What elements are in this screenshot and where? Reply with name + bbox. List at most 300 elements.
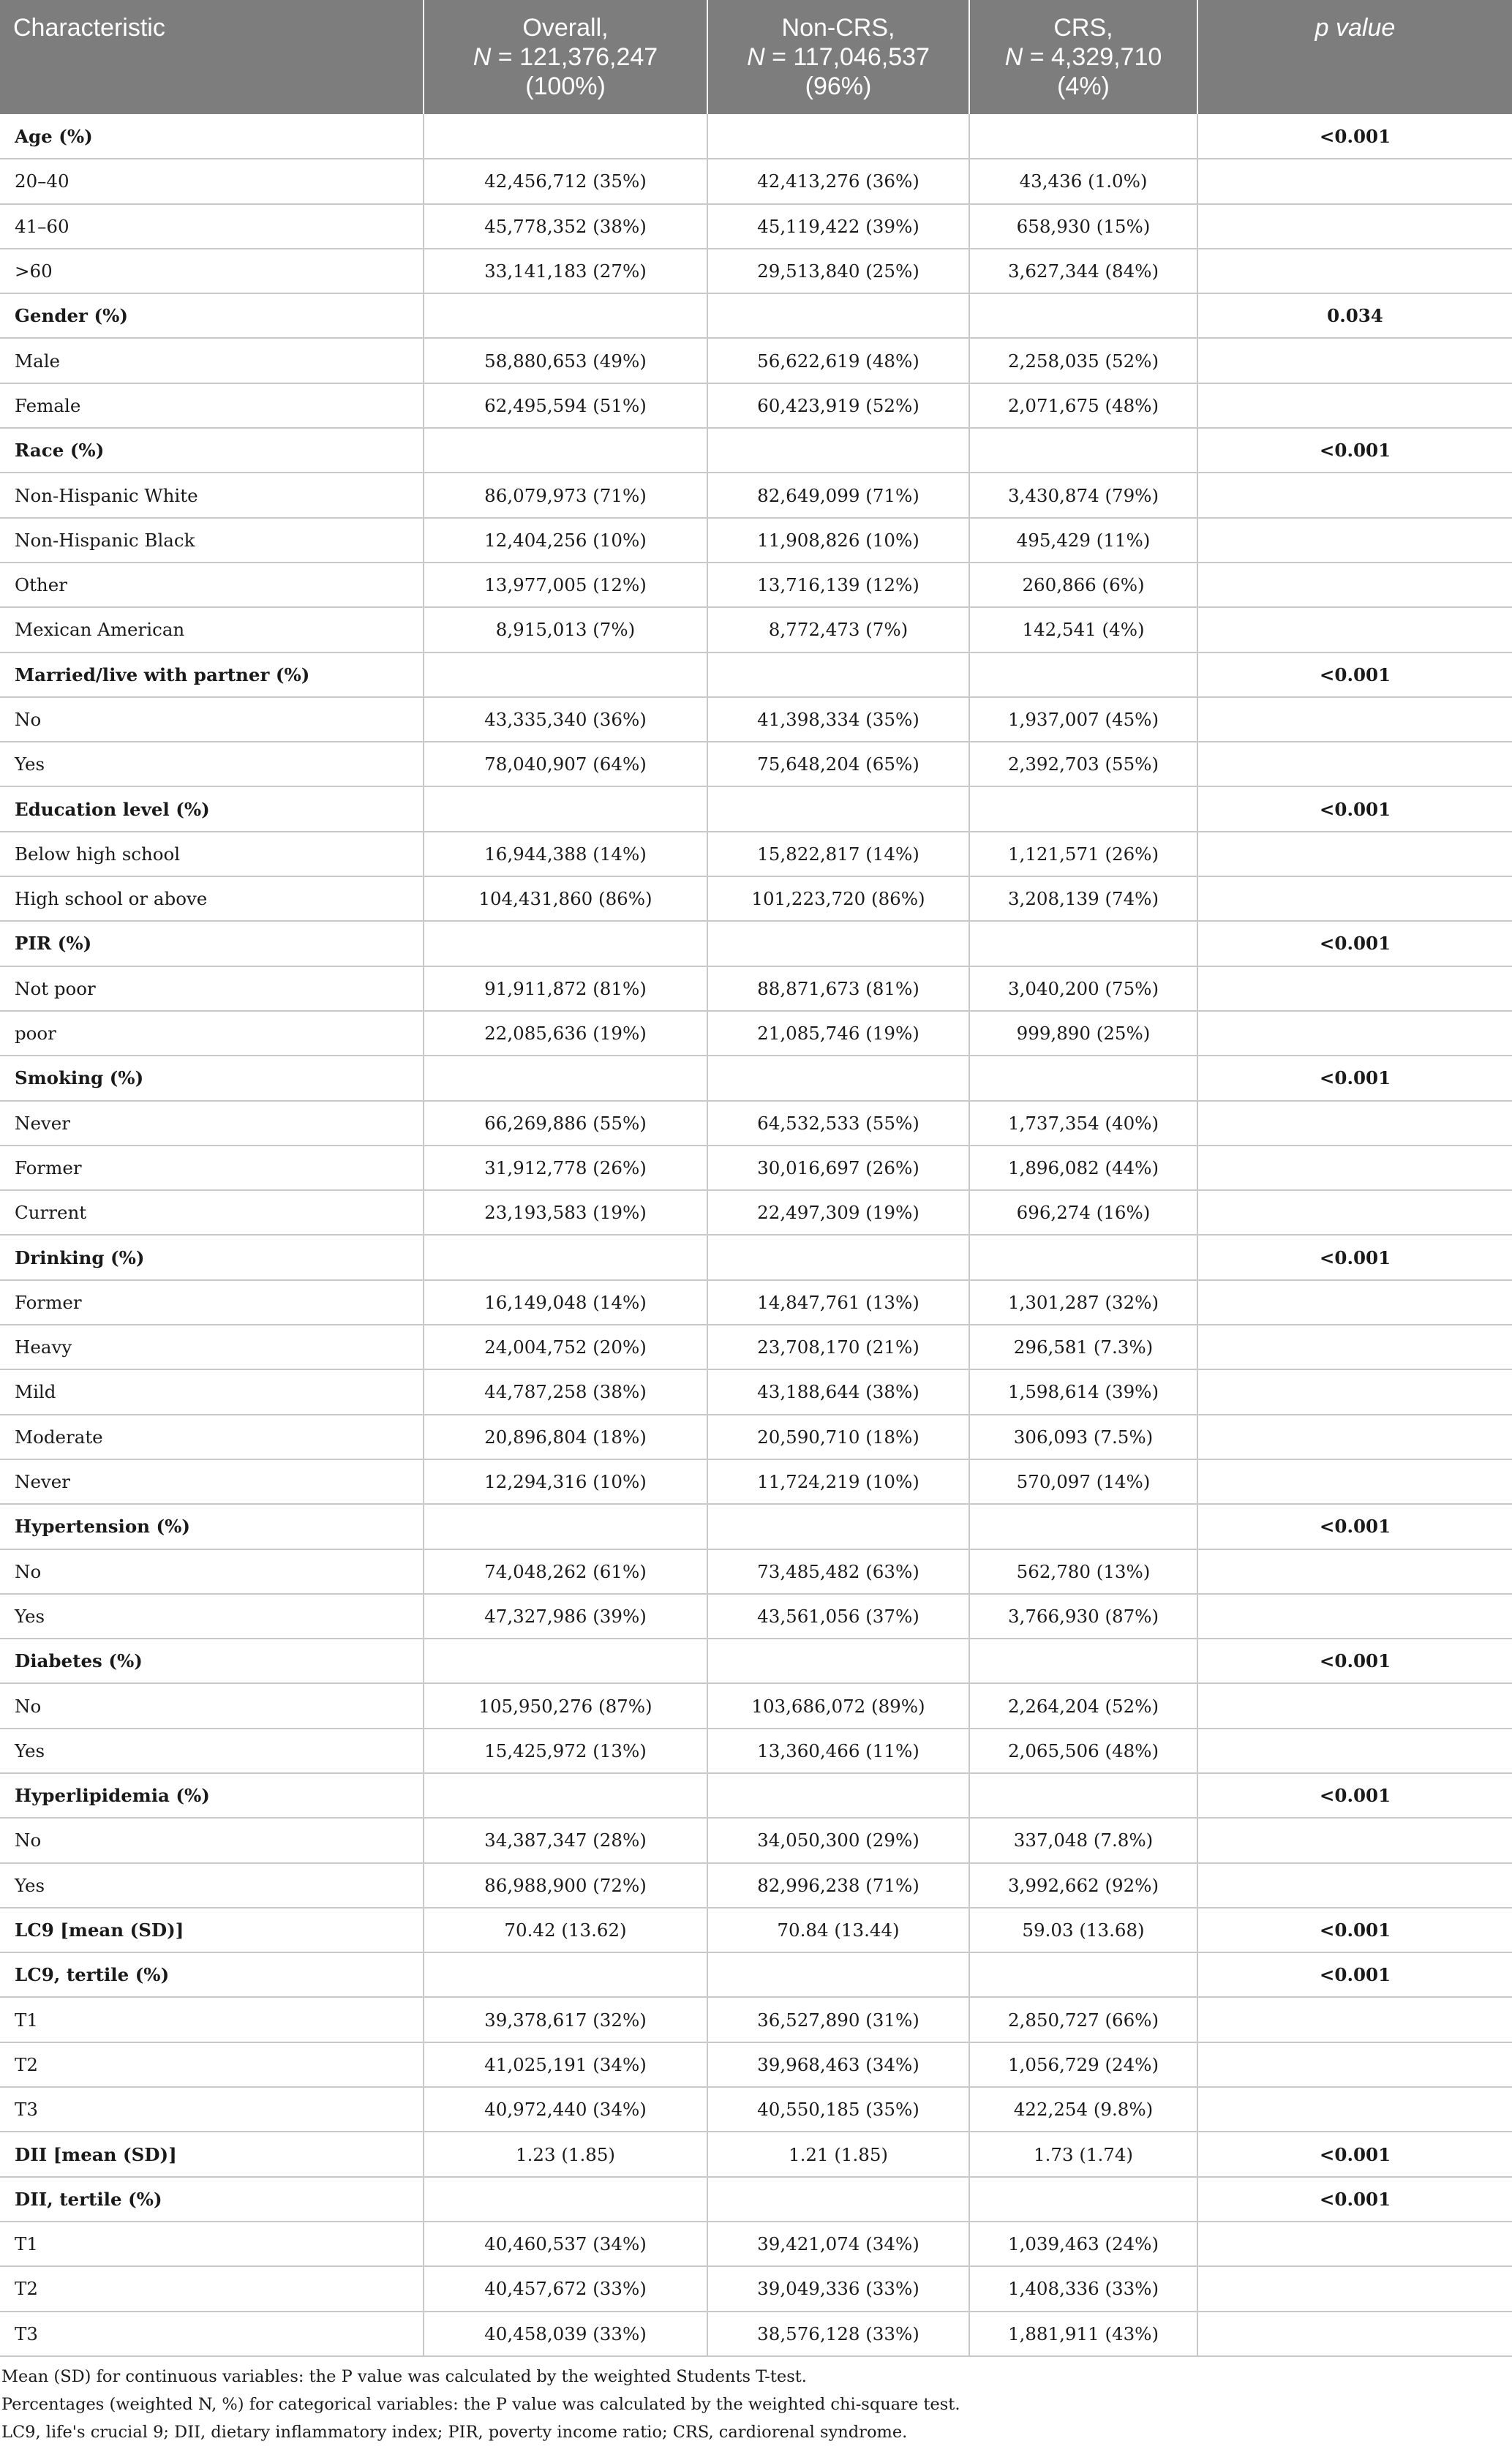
cell-non-crs xyxy=(707,428,969,473)
cell-characteristic: Gender (%) xyxy=(0,293,424,338)
table-group-row xyxy=(0,1639,1512,1683)
cell-non-crs: 14,847,761 (13%) xyxy=(707,1280,969,1325)
table-row xyxy=(0,1101,1512,1146)
table-row xyxy=(0,1146,1512,1190)
cell-overall xyxy=(424,293,707,338)
cell-characteristic: Yes xyxy=(0,1729,424,1773)
cell-p-value xyxy=(1197,473,1512,517)
table-row xyxy=(0,1863,1512,1908)
cell-characteristic: T2 xyxy=(0,2266,424,2311)
cell-non-crs: 38,576,128 (33%) xyxy=(707,2312,969,2356)
table-row xyxy=(0,2087,1512,2132)
cell-crs: 3,430,874 (79%) xyxy=(969,473,1197,517)
cell-overall xyxy=(424,786,707,831)
cell-p-value xyxy=(1197,607,1512,652)
cell-characteristic: Below high school xyxy=(0,832,424,876)
table-row xyxy=(0,563,1512,607)
table-row xyxy=(0,2266,1512,2311)
cell-crs: 1,737,354 (40%) xyxy=(969,1101,1197,1146)
cell-characteristic: Female xyxy=(0,383,424,428)
cell-non-crs xyxy=(707,1056,969,1100)
cell-crs: 1,121,571 (26%) xyxy=(969,832,1197,876)
table-row xyxy=(0,742,1512,786)
cell-characteristic: Other xyxy=(0,563,424,607)
cell-crs: 142,541 (4%) xyxy=(969,607,1197,652)
table-group-row xyxy=(0,1056,1512,1100)
cell-crs: 1,896,082 (44%) xyxy=(969,1146,1197,1190)
cell-overall: 40,457,672 (33%) xyxy=(424,2266,707,2311)
cell-p-value: <0.001 xyxy=(1197,114,1512,159)
cell-crs: 2,065,506 (48%) xyxy=(969,1729,1197,1773)
cell-crs xyxy=(969,1504,1197,1549)
cell-characteristic: Never xyxy=(0,1101,424,1146)
cell-characteristic: High school or above xyxy=(0,876,424,921)
cell-characteristic: DII [mean (SD)] xyxy=(0,2132,424,2176)
cell-p-value xyxy=(1197,1818,1512,1862)
cell-overall: 15,425,972 (13%) xyxy=(424,1729,707,1773)
table-row xyxy=(0,1997,1512,2042)
cell-characteristic: T3 xyxy=(0,2087,424,2132)
cell-characteristic: LC9 [mean (SD)] xyxy=(0,1908,424,1952)
cell-crs: 2,850,727 (66%) xyxy=(969,1997,1197,2042)
table-row xyxy=(0,1594,1512,1639)
cell-overall: 16,149,048 (14%) xyxy=(424,1280,707,1325)
cell-crs xyxy=(969,428,1197,473)
cell-crs xyxy=(969,2177,1197,2222)
cell-crs: 1.73 (1.74) xyxy=(969,2132,1197,2176)
table-row xyxy=(0,249,1512,293)
cell-crs xyxy=(969,921,1197,966)
cell-characteristic: Yes xyxy=(0,1594,424,1639)
cell-p-value xyxy=(1197,1011,1512,1056)
table-group-row xyxy=(0,1235,1512,1279)
header-non-crs: Non-CRS, N = 117,046,537 (96%) xyxy=(707,0,969,114)
cell-overall: 47,327,986 (39%) xyxy=(424,1594,707,1639)
cell-non-crs xyxy=(707,1952,969,1997)
table-row xyxy=(0,2042,1512,2087)
cell-non-crs: 42,413,276 (36%) xyxy=(707,159,969,203)
cell-characteristic: Race (%) xyxy=(0,428,424,473)
cell-p-value xyxy=(1197,2312,1512,2356)
cell-overall: 22,085,636 (19%) xyxy=(424,1011,707,1056)
cell-crs: 260,866 (6%) xyxy=(969,563,1197,607)
cell-crs: 1,056,729 (24%) xyxy=(969,2042,1197,2087)
cell-overall: 8,915,013 (7%) xyxy=(424,607,707,652)
cell-crs: 306,093 (7.5%) xyxy=(969,1415,1197,1459)
cell-p-value: 0.034 xyxy=(1197,293,1512,338)
cell-p-value: <0.001 xyxy=(1197,1952,1512,1997)
cell-crs xyxy=(969,1952,1197,1997)
cell-non-crs: 22,497,309 (19%) xyxy=(707,1190,969,1235)
cell-characteristic: DII, tertile (%) xyxy=(0,2177,424,2222)
cell-non-crs: 75,648,204 (65%) xyxy=(707,742,969,786)
table-row xyxy=(0,832,1512,876)
footnote-percentages: Percentages (weighted N, %) for categorical variables: the P value was calculated by the weighted chi-square test. xyxy=(1,2395,960,2414)
cell-p-value xyxy=(1197,383,1512,428)
table-group-row xyxy=(0,1952,1512,1997)
cell-p-value xyxy=(1197,742,1512,786)
cell-p-value xyxy=(1197,1369,1512,1414)
cell-p-value xyxy=(1197,876,1512,921)
cell-characteristic: Never xyxy=(0,1459,424,1504)
cell-overall: 39,378,617 (32%) xyxy=(424,1997,707,2042)
cell-crs: 43,436 (1.0%) xyxy=(969,159,1197,203)
cell-p-value: <0.001 xyxy=(1197,1639,1512,1683)
table-row xyxy=(0,2312,1512,2356)
cell-non-crs: 36,527,890 (31%) xyxy=(707,1997,969,2042)
cell-crs: 696,274 (16%) xyxy=(969,1190,1197,1235)
cell-p-value xyxy=(1197,159,1512,203)
cell-p-value xyxy=(1197,1863,1512,1908)
cell-non-crs: 1.21 (1.85) xyxy=(707,2132,969,2176)
table-row xyxy=(0,876,1512,921)
cell-non-crs xyxy=(707,786,969,831)
cell-non-crs xyxy=(707,2177,969,2222)
table-row xyxy=(0,1459,1512,1504)
cell-characteristic: Moderate xyxy=(0,1415,424,1459)
cell-p-value: <0.001 xyxy=(1197,1504,1512,1549)
cell-characteristic: T2 xyxy=(0,2042,424,2087)
cell-p-value xyxy=(1197,2266,1512,2311)
cell-crs: 495,429 (11%) xyxy=(969,518,1197,563)
cell-overall: 31,912,778 (26%) xyxy=(424,1146,707,1190)
table-footnotes xyxy=(0,2363,1512,2446)
cell-p-value: <0.001 xyxy=(1197,653,1512,697)
cell-non-crs: 73,485,482 (63%) xyxy=(707,1549,969,1594)
table-row xyxy=(0,966,1512,1011)
cell-characteristic: Not poor xyxy=(0,966,424,1011)
cell-characteristic: 41–60 xyxy=(0,204,424,249)
cell-p-value xyxy=(1197,204,1512,249)
cell-overall: 58,880,653 (49%) xyxy=(424,338,707,383)
cell-overall xyxy=(424,1504,707,1549)
cell-overall: 86,988,900 (72%) xyxy=(424,1863,707,1908)
cell-characteristic: No xyxy=(0,1683,424,1728)
cell-characteristic: Mild xyxy=(0,1369,424,1414)
cell-characteristic: No xyxy=(0,1818,424,1862)
cell-p-value xyxy=(1197,1101,1512,1146)
cell-non-crs: 101,223,720 (86%) xyxy=(707,876,969,921)
cell-overall: 62,495,594 (51%) xyxy=(424,383,707,428)
cell-characteristic: 20–40 xyxy=(0,159,424,203)
cell-crs: 59.03 (13.68) xyxy=(969,1908,1197,1952)
table-group-row xyxy=(0,114,1512,159)
cell-characteristic: LC9, tertile (%) xyxy=(0,1952,424,1997)
table-row xyxy=(0,1190,1512,1235)
cell-crs: 2,392,703 (55%) xyxy=(969,742,1197,786)
table-group-row xyxy=(0,293,1512,338)
cell-characteristic: Yes xyxy=(0,1863,424,1908)
cell-overall: 20,896,804 (18%) xyxy=(424,1415,707,1459)
cell-non-crs: 103,686,072 (89%) xyxy=(707,1683,969,1728)
cell-crs xyxy=(969,1773,1197,1818)
table-row xyxy=(0,1011,1512,1056)
cell-characteristic: Age (%) xyxy=(0,114,424,159)
header-overall: Overall, N = 121,376,247 (100%) xyxy=(424,0,707,114)
cell-p-value: <0.001 xyxy=(1197,428,1512,473)
cell-characteristic: T1 xyxy=(0,2222,424,2266)
cell-overall: 86,079,973 (71%) xyxy=(424,473,707,517)
cell-non-crs xyxy=(707,1504,969,1549)
cell-crs: 3,040,200 (75%) xyxy=(969,966,1197,1011)
cell-overall xyxy=(424,428,707,473)
cell-characteristic: Hyperlipidemia (%) xyxy=(0,1773,424,1818)
table-group-row xyxy=(0,1908,1512,1952)
cell-non-crs: 60,423,919 (52%) xyxy=(707,383,969,428)
cell-crs: 1,598,614 (39%) xyxy=(969,1369,1197,1414)
table-group-row xyxy=(0,921,1512,966)
cell-characteristic: Former xyxy=(0,1146,424,1190)
table-body xyxy=(0,114,1512,2356)
cell-p-value xyxy=(1197,563,1512,607)
cell-p-value xyxy=(1197,1415,1512,1459)
cell-overall: 33,141,183 (27%) xyxy=(424,249,707,293)
cell-p-value: <0.001 xyxy=(1197,1773,1512,1818)
cell-characteristic: Hypertension (%) xyxy=(0,1504,424,1549)
cell-characteristic: Drinking (%) xyxy=(0,1235,424,1279)
table-group-row xyxy=(0,428,1512,473)
cell-overall xyxy=(424,921,707,966)
table-row xyxy=(0,204,1512,249)
cell-characteristic: Yes xyxy=(0,742,424,786)
header-characteristic: Characteristic xyxy=(0,0,424,114)
cell-non-crs: 70.84 (13.44) xyxy=(707,1908,969,1952)
cell-overall: 74,048,262 (61%) xyxy=(424,1549,707,1594)
table-row xyxy=(0,1683,1512,1728)
cell-p-value xyxy=(1197,697,1512,742)
cell-crs: 1,937,007 (45%) xyxy=(969,697,1197,742)
cell-characteristic: >60 xyxy=(0,249,424,293)
cell-crs xyxy=(969,653,1197,697)
cell-non-crs xyxy=(707,1235,969,1279)
cell-non-crs: 23,708,170 (21%) xyxy=(707,1325,969,1369)
cell-crs: 1,408,336 (33%) xyxy=(969,2266,1197,2311)
cell-overall: 41,025,191 (34%) xyxy=(424,2042,707,2087)
cell-overall xyxy=(424,1235,707,1279)
cell-non-crs: 64,532,533 (55%) xyxy=(707,1101,969,1146)
cell-overall: 42,456,712 (35%) xyxy=(424,159,707,203)
table-row xyxy=(0,159,1512,203)
cell-non-crs: 40,550,185 (35%) xyxy=(707,2087,969,2132)
cell-overall: 105,950,276 (87%) xyxy=(424,1683,707,1728)
cell-characteristic: Male xyxy=(0,338,424,383)
cell-non-crs: 34,050,300 (29%) xyxy=(707,1818,969,1862)
cell-non-crs: 39,968,463 (34%) xyxy=(707,2042,969,2087)
cell-overall: 66,269,886 (55%) xyxy=(424,1101,707,1146)
cell-crs: 999,890 (25%) xyxy=(969,1011,1197,1056)
cell-characteristic: PIR (%) xyxy=(0,921,424,966)
cell-overall: 44,787,258 (38%) xyxy=(424,1369,707,1414)
header-crs: CRS, N = 4,329,710 (4%) xyxy=(969,0,1197,114)
cell-p-value: <0.001 xyxy=(1197,1235,1512,1279)
cell-crs: 2,258,035 (52%) xyxy=(969,338,1197,383)
cell-p-value: <0.001 xyxy=(1197,1908,1512,1952)
table-group-row xyxy=(0,2132,1512,2176)
cell-non-crs: 13,716,139 (12%) xyxy=(707,563,969,607)
cell-non-crs: 82,649,099 (71%) xyxy=(707,473,969,517)
cell-non-crs: 29,513,840 (25%) xyxy=(707,249,969,293)
cell-overall xyxy=(424,653,707,697)
table-row xyxy=(0,1325,1512,1369)
cell-characteristic: Non-Hispanic Black xyxy=(0,518,424,563)
cell-non-crs: 30,016,697 (26%) xyxy=(707,1146,969,1190)
table-row xyxy=(0,1549,1512,1594)
cell-crs: 1,039,463 (24%) xyxy=(969,2222,1197,2266)
cell-crs xyxy=(969,1056,1197,1100)
cell-p-value xyxy=(1197,338,1512,383)
cell-non-crs xyxy=(707,653,969,697)
table-row xyxy=(0,473,1512,517)
cell-crs xyxy=(969,293,1197,338)
table-header xyxy=(0,0,1512,114)
cell-overall xyxy=(424,1056,707,1100)
table-row xyxy=(0,607,1512,652)
cell-overall xyxy=(424,2177,707,2222)
cell-non-crs: 21,085,746 (19%) xyxy=(707,1011,969,1056)
cell-p-value xyxy=(1197,1146,1512,1190)
cell-non-crs: 82,996,238 (71%) xyxy=(707,1863,969,1908)
cell-crs: 1,881,911 (43%) xyxy=(969,2312,1197,2356)
cell-non-crs xyxy=(707,293,969,338)
cell-crs xyxy=(969,114,1197,159)
header-p-value: p value xyxy=(1197,0,1512,114)
cell-overall: 23,193,583 (19%) xyxy=(424,1190,707,1235)
cell-p-value xyxy=(1197,1729,1512,1773)
cell-crs: 1,301,287 (32%) xyxy=(969,1280,1197,1325)
cell-overall: 40,972,440 (34%) xyxy=(424,2087,707,2132)
cell-crs: 337,048 (7.8%) xyxy=(969,1818,1197,1862)
footnote-abbreviations: LC9, life's crucial 9; DII, dietary inflammatory index; PIR, poverty income ratio; CRS, cardiorenal syndrome. xyxy=(1,2423,908,2442)
cell-p-value xyxy=(1197,1997,1512,2042)
cell-non-crs: 43,188,644 (38%) xyxy=(707,1369,969,1414)
cell-non-crs: 13,360,466 (11%) xyxy=(707,1729,969,1773)
table-group-row xyxy=(0,2177,1512,2222)
cell-crs: 296,581 (7.3%) xyxy=(969,1325,1197,1369)
cell-p-value xyxy=(1197,1280,1512,1325)
cell-characteristic: Education level (%) xyxy=(0,786,424,831)
cell-p-value xyxy=(1197,249,1512,293)
table-group-row xyxy=(0,1773,1512,1818)
cell-p-value xyxy=(1197,1549,1512,1594)
cell-non-crs: 8,772,473 (7%) xyxy=(707,607,969,652)
cell-non-crs xyxy=(707,1773,969,1818)
table-group-row xyxy=(0,653,1512,697)
cell-crs: 562,780 (13%) xyxy=(969,1549,1197,1594)
cell-crs: 3,208,139 (74%) xyxy=(969,876,1197,921)
cell-overall: 34,387,347 (28%) xyxy=(424,1818,707,1862)
cell-p-value: <0.001 xyxy=(1197,921,1512,966)
cell-crs xyxy=(969,786,1197,831)
cell-non-crs: 20,590,710 (18%) xyxy=(707,1415,969,1459)
cell-crs: 3,627,344 (84%) xyxy=(969,249,1197,293)
cell-p-value xyxy=(1197,1325,1512,1369)
cell-characteristic: Smoking (%) xyxy=(0,1056,424,1100)
cell-overall xyxy=(424,114,707,159)
table-row xyxy=(0,1280,1512,1325)
cell-p-value: <0.001 xyxy=(1197,1056,1512,1100)
cell-characteristic: No xyxy=(0,1549,424,1594)
cell-overall xyxy=(424,1639,707,1683)
footnote-mean-sd: Mean (SD) for continuous variables: the P value was calculated by the weighted Students T-test. xyxy=(1,2367,807,2386)
cell-characteristic: T3 xyxy=(0,2312,424,2356)
cell-characteristic: Mexican American xyxy=(0,607,424,652)
table-row xyxy=(0,338,1512,383)
cell-non-crs: 88,871,673 (81%) xyxy=(707,966,969,1011)
cell-overall: 40,460,537 (34%) xyxy=(424,2222,707,2266)
cell-non-crs xyxy=(707,114,969,159)
cell-characteristic: T1 xyxy=(0,1997,424,2042)
cell-non-crs: 56,622,619 (48%) xyxy=(707,338,969,383)
cell-crs xyxy=(969,1639,1197,1683)
cell-p-value: <0.001 xyxy=(1197,2177,1512,2222)
cell-characteristic: poor xyxy=(0,1011,424,1056)
cell-non-crs: 41,398,334 (35%) xyxy=(707,697,969,742)
cell-crs: 3,992,662 (92%) xyxy=(969,1863,1197,1908)
table-row xyxy=(0,2222,1512,2266)
cell-p-value xyxy=(1197,2087,1512,2132)
cell-overall: 24,004,752 (20%) xyxy=(424,1325,707,1369)
cell-p-value xyxy=(1197,2222,1512,2266)
cell-characteristic: Diabetes (%) xyxy=(0,1639,424,1683)
cell-overall: 91,911,872 (81%) xyxy=(424,966,707,1011)
cell-characteristic: Former xyxy=(0,1280,424,1325)
cell-non-crs: 11,724,219 (10%) xyxy=(707,1459,969,1504)
cell-crs: 2,071,675 (48%) xyxy=(969,383,1197,428)
cell-crs xyxy=(969,1235,1197,1279)
cell-crs: 422,254 (9.8%) xyxy=(969,2087,1197,2132)
cell-non-crs: 39,049,336 (33%) xyxy=(707,2266,969,2311)
cell-overall: 78,040,907 (64%) xyxy=(424,742,707,786)
cell-characteristic: No xyxy=(0,697,424,742)
cell-p-value xyxy=(1197,1594,1512,1639)
cell-overall: 43,335,340 (36%) xyxy=(424,697,707,742)
cell-p-value xyxy=(1197,966,1512,1011)
cell-non-crs: 43,561,056 (37%) xyxy=(707,1594,969,1639)
cell-p-value: <0.001 xyxy=(1197,2132,1512,2176)
cell-non-crs: 15,822,817 (14%) xyxy=(707,832,969,876)
table-group-row xyxy=(0,1504,1512,1549)
cell-non-crs: 11,908,826 (10%) xyxy=(707,518,969,563)
table-row xyxy=(0,383,1512,428)
cell-characteristic: Non-Hispanic White xyxy=(0,473,424,517)
table-row xyxy=(0,518,1512,563)
cell-non-crs: 45,119,422 (39%) xyxy=(707,204,969,249)
cell-overall xyxy=(424,1773,707,1818)
cell-p-value: <0.001 xyxy=(1197,786,1512,831)
cell-crs: 570,097 (14%) xyxy=(969,1459,1197,1504)
cell-non-crs xyxy=(707,921,969,966)
cell-overall: 70.42 (13.62) xyxy=(424,1908,707,1952)
table-row xyxy=(0,1729,1512,1773)
cell-crs: 658,930 (15%) xyxy=(969,204,1197,249)
cell-overall: 13,977,005 (12%) xyxy=(424,563,707,607)
cell-p-value xyxy=(1197,1459,1512,1504)
cell-overall: 16,944,388 (14%) xyxy=(424,832,707,876)
cell-overall: 1.23 (1.85) xyxy=(424,2132,707,2176)
cell-characteristic: Married/live with partner (%) xyxy=(0,653,424,697)
cell-overall: 45,778,352 (38%) xyxy=(424,204,707,249)
cell-overall: 12,404,256 (10%) xyxy=(424,518,707,563)
table-group-row xyxy=(0,786,1512,831)
cell-overall xyxy=(424,1952,707,1997)
cell-characteristic: Current xyxy=(0,1190,424,1235)
cell-characteristic: Heavy xyxy=(0,1325,424,1369)
cell-crs: 3,766,930 (87%) xyxy=(969,1594,1197,1639)
cell-overall: 12,294,316 (10%) xyxy=(424,1459,707,1504)
cell-p-value xyxy=(1197,518,1512,563)
cell-overall: 104,431,860 (86%) xyxy=(424,876,707,921)
table-row xyxy=(0,1818,1512,1862)
